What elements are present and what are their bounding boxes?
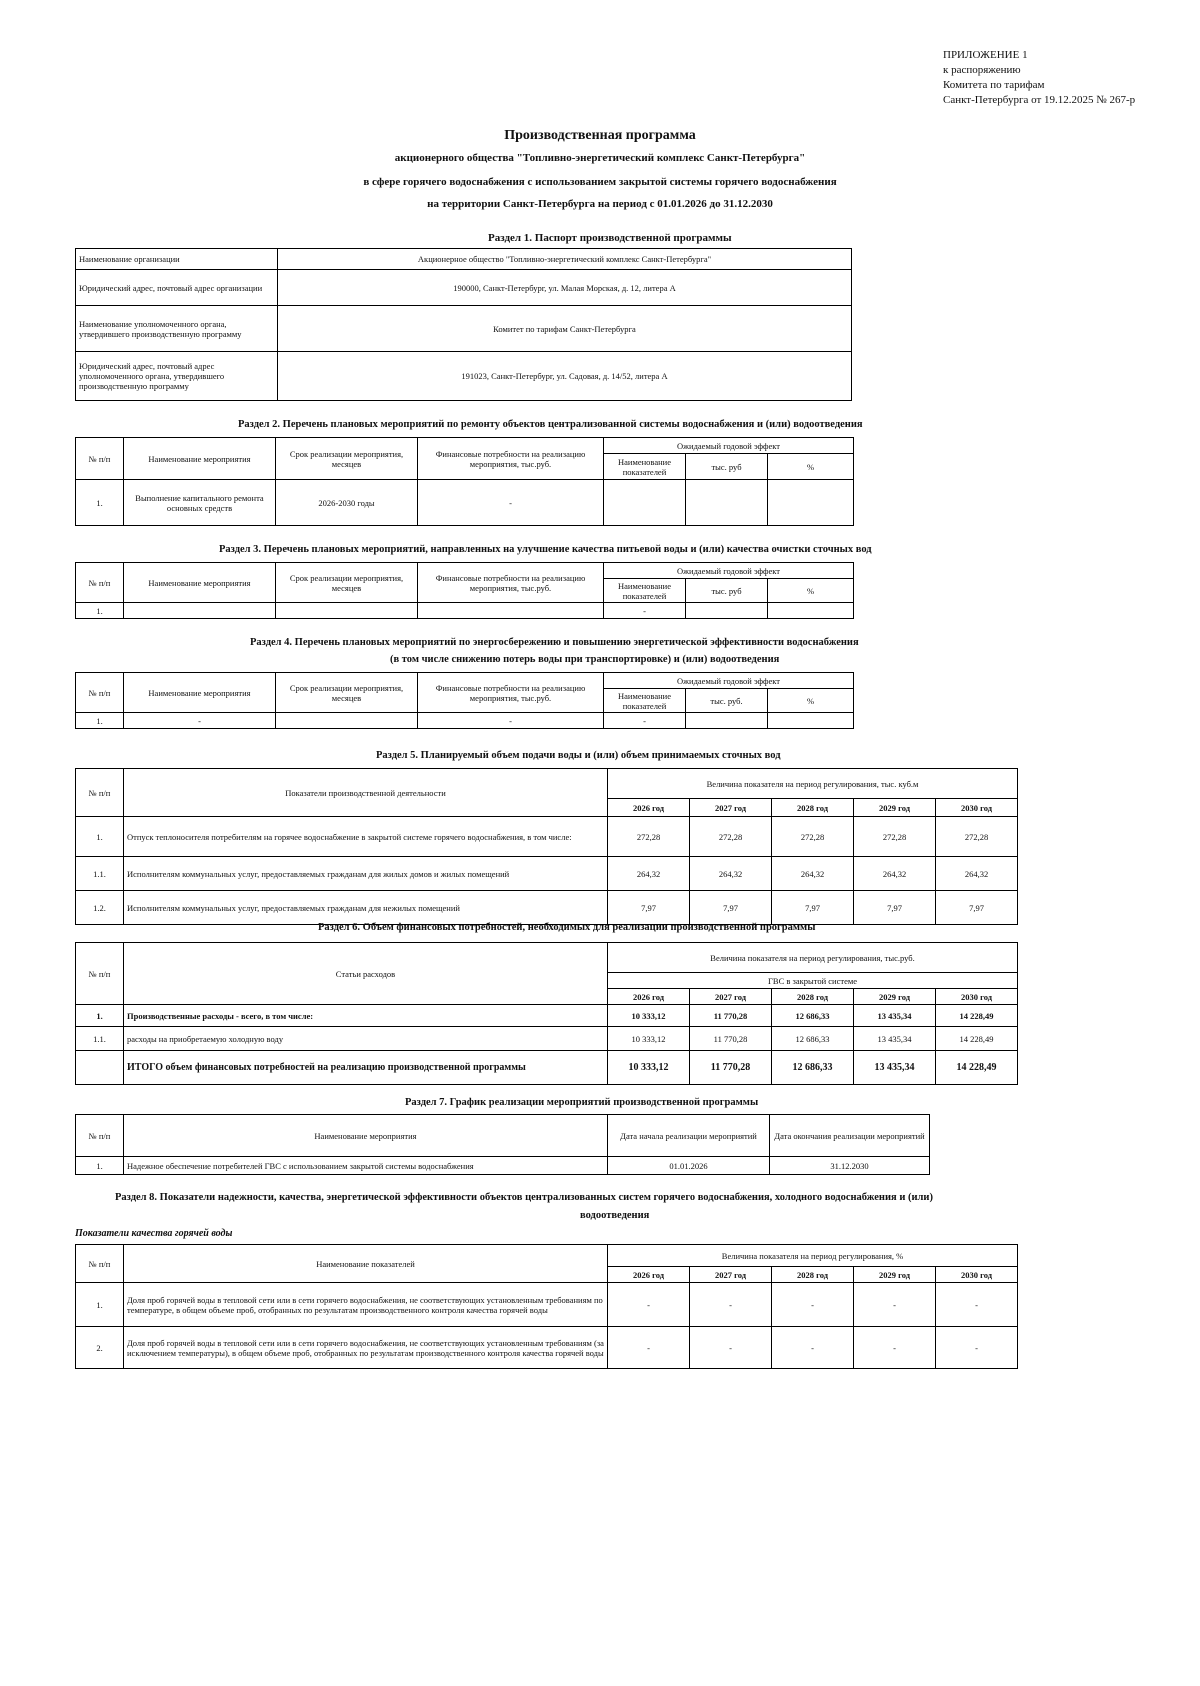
cell-name: Доля проб горячей воды в тепловой сети или в сети горячего водоснабжения, не соответствующих установленным требованиям по температуре, в общем объеме проб, отобранных по результатам производственного контроля качества горячей воды <box>124 1283 608 1327</box>
header-effect: Ожидаемый годовой эффект <box>604 673 854 689</box>
annex-line-4: Санкт-Петербурга от 19.12.2025 № 267-р <box>943 94 1136 106</box>
cell-value: - <box>936 1327 1018 1369</box>
cell-finance: - <box>418 480 604 526</box>
header-value: Величина показателя на период регулирования, тыс.руб. <box>608 943 1018 973</box>
table-row <box>76 713 854 729</box>
period-line: на территории Санкт-Петербурга на период с 01.01.2026 до 31.12.2030 <box>427 198 773 210</box>
header-term: Срок реализации мероприятия, месяцев <box>276 673 418 713</box>
cell-start: 01.01.2026 <box>608 1157 770 1175</box>
header-year: 2029 год <box>854 989 936 1005</box>
cell-empty <box>686 480 768 526</box>
table-row <box>76 249 852 270</box>
table-row <box>76 673 854 689</box>
cell-num: 1. <box>76 1005 124 1027</box>
table-row <box>76 817 1018 857</box>
cell-num: 1. <box>76 1157 124 1175</box>
table-row <box>76 1157 930 1175</box>
cell-empty <box>768 603 854 619</box>
cell-value: 12 686,33 <box>772 1005 854 1027</box>
cell-term: 2026-2030 годы <box>276 480 418 526</box>
table-row <box>76 1245 1018 1267</box>
annex-line-3: Комитета по тарифам <box>943 79 1045 91</box>
cell-value: 272,28 <box>608 817 690 857</box>
section-2-title: Раздел 2. Перечень плановых мероприятий по ремонту объектов централизованной системы водоснабжения и (или) водоотведения <box>238 419 863 430</box>
table-row <box>76 1115 930 1157</box>
header-num: № п/п <box>76 673 124 713</box>
total-value: 10 333,12 <box>608 1051 690 1085</box>
cell-name: Исполнителям коммунальных услуг, предоставляемых гражданам для нежилых помещений <box>124 891 608 925</box>
table-row <box>76 1027 1018 1051</box>
passport-value: 191023, Санкт-Петербург, ул. Садовая, д. 14/52, литера А <box>278 352 852 401</box>
cell-name: - <box>124 713 276 729</box>
header-num: № п/п <box>76 769 124 817</box>
table-row <box>76 352 852 401</box>
cell-name: Исполнителям коммунальных услуг, предоставляемых гражданам для жилых домов и жилых помещений <box>124 857 608 891</box>
header-rub: тыс. руб <box>686 454 768 480</box>
cell-end: 31.12.2030 <box>770 1157 930 1175</box>
table-row <box>76 603 854 619</box>
cell-empty <box>768 480 854 526</box>
header-system: ГВС в закрытой системе <box>608 973 1018 989</box>
header-year: 2029 год <box>854 1267 936 1283</box>
section-8-title-line-1: Раздел 8. Показатели надежности, качества, энергетической эффективности объектов централизованных систем горячего водоснабжения, холодного водоснабжения и (или) <box>115 1192 933 1203</box>
header-start: Дата начала реализации мероприятий <box>608 1115 770 1157</box>
cell-empty <box>124 603 276 619</box>
organization-line: акционерного общества "Топливно-энергетический комплекс Санкт-Петербурга" <box>394 152 806 164</box>
cell-value: 264,32 <box>690 857 772 891</box>
cell-value: 11 770,28 <box>690 1005 772 1027</box>
table-row <box>76 270 852 306</box>
header-term: Срок реализации мероприятия, месяцев <box>276 563 418 603</box>
header-year: 2028 год <box>772 989 854 1005</box>
cell-empty <box>686 713 768 729</box>
header-name: Наименование показателей <box>124 1245 608 1283</box>
section-5-table <box>75 768 1018 925</box>
table-row <box>76 1283 1018 1327</box>
section-4-title-line-1: Раздел 4. Перечень плановых мероприятий по энергосбережению и повышению энергетической эффективности водоснабжения <box>250 637 859 648</box>
section-4-table <box>75 672 854 729</box>
cell-name: Производственные расходы - всего, в том числе: <box>124 1005 608 1027</box>
header-year: 2026 год <box>608 799 690 817</box>
header-pct: % <box>768 454 854 480</box>
table-row <box>76 438 854 454</box>
cell-num: 1. <box>76 713 124 729</box>
table-row <box>76 857 1018 891</box>
cell-value: 10 333,12 <box>608 1027 690 1051</box>
header-year: 2027 год <box>690 989 772 1005</box>
header-year: 2028 год <box>772 799 854 817</box>
cell-indicators: - <box>604 713 686 729</box>
header-year: 2029 год <box>854 799 936 817</box>
cell-num: 1.1. <box>76 1027 124 1051</box>
header-year: 2026 год <box>608 1267 690 1283</box>
passport-label: Юридический адрес, почтовый адрес организации <box>76 270 278 306</box>
cell-num: 1. <box>76 480 124 526</box>
annex-block <box>943 48 1135 108</box>
table-row <box>76 891 1018 925</box>
table-row <box>76 1051 1018 1085</box>
cell-value: 11 770,28 <box>690 1027 772 1051</box>
header-year: 2026 год <box>608 989 690 1005</box>
header-finance: Финансовые потребности на реализацию мероприятия, тыс.руб. <box>418 673 604 713</box>
header-effect: Ожидаемый годовой эффект <box>604 563 854 579</box>
cell-value: 272,28 <box>690 817 772 857</box>
cell-value: 264,32 <box>608 857 690 891</box>
cell-value: - <box>690 1283 772 1327</box>
header-end: Дата окончания реализации мероприятий <box>770 1115 930 1157</box>
total-value: 13 435,34 <box>854 1051 936 1085</box>
section-1-table <box>75 248 852 401</box>
cell-value: 7,97 <box>854 891 936 925</box>
table-row <box>76 480 854 526</box>
cell-value: - <box>690 1327 772 1369</box>
cell-empty <box>418 603 604 619</box>
header-value: Величина показателя на период регулирования, тыс. куб.м <box>608 769 1018 799</box>
header-name: Статьи расходов <box>124 943 608 1005</box>
header-year: 2027 год <box>690 799 772 817</box>
cell-value: 264,32 <box>936 857 1018 891</box>
cell-value: - <box>772 1283 854 1327</box>
cell-empty <box>686 603 768 619</box>
cell-name: Надежное обеспечение потребителей ГВС с использованием закрытой системы водоснабжения <box>124 1157 608 1175</box>
header-indicators: Наименование показателей <box>604 689 686 713</box>
cell-value: 7,97 <box>690 891 772 925</box>
cell-value: - <box>936 1283 1018 1327</box>
section-8-subtitle: Показатели качества горячей воды <box>75 1228 233 1239</box>
table-row <box>76 1327 1018 1369</box>
section-1-title: Раздел 1. Паспорт производственной программы <box>488 232 732 244</box>
cell-num: 1. <box>76 1283 124 1327</box>
cell-num <box>76 1051 124 1085</box>
header-num: № п/п <box>76 943 124 1005</box>
section-8-title-line-2: водоотведения <box>580 1210 650 1221</box>
passport-label: Наименование организации <box>76 249 278 270</box>
table-row <box>76 563 854 579</box>
section-3-title: Раздел 3. Перечень плановых мероприятий, направленных на улучшение качества питьевой воды и (или) качества очистки сточных вод <box>219 544 872 555</box>
table-row <box>76 769 1018 799</box>
header-effect: Ожидаемый годовой эффект <box>604 438 854 454</box>
header-finance: Финансовые потребности на реализацию мероприятия, тыс.руб. <box>418 563 604 603</box>
cell-value: 272,28 <box>936 817 1018 857</box>
cell-empty <box>276 713 418 729</box>
cell-num: 1. <box>76 603 124 619</box>
cell-num: 2. <box>76 1327 124 1369</box>
document-title: Производственная программа <box>504 128 696 143</box>
total-value: 14 228,49 <box>936 1051 1018 1085</box>
total-value: 11 770,28 <box>690 1051 772 1085</box>
cell-value: 10 333,12 <box>608 1005 690 1027</box>
cell-value: 12 686,33 <box>772 1027 854 1051</box>
annex-line-1: ПРИЛОЖЕНИЕ 1 <box>943 49 1028 61</box>
cell-value: - <box>772 1327 854 1369</box>
cell-num: 1. <box>76 817 124 857</box>
passport-value: Акционерное общество "Топливно-энергетический комплекс Санкт-Петербурга" <box>278 249 852 270</box>
cell-value: - <box>854 1283 936 1327</box>
cell-value: 13 435,34 <box>854 1005 936 1027</box>
cell-name: расходы на приобретаемую холодную воду <box>124 1027 608 1051</box>
table-row <box>76 1005 1018 1027</box>
section-8-table <box>75 1244 1018 1369</box>
passport-label: Юридический адрес, почтовый адрес уполномоченного органа, утвердившего производственную программу <box>76 352 278 401</box>
cell-name: Доля проб горячей воды в тепловой сети или в сети горячего водоснабжения, не соответствующих установленным требованиям (за исключением температуры), в общем объеме проб, отобранных по результатам производственного контроля качества горячей воды <box>124 1327 608 1369</box>
cell-name: Выполнение капитального ремонта основных средств <box>124 480 276 526</box>
header-year: 2027 год <box>690 1267 772 1283</box>
cell-empty <box>604 480 686 526</box>
cell-value: - <box>854 1327 936 1369</box>
section-2-table <box>75 437 854 526</box>
cell-num: 1.1. <box>76 857 124 891</box>
header-indicators: Наименование показателей <box>604 579 686 603</box>
header-indicators: Наименование показателей <box>604 454 686 480</box>
header-name: Наименование мероприятия <box>124 1115 608 1157</box>
header-num: № п/п <box>76 438 124 480</box>
header-name: Наименование мероприятия <box>124 673 276 713</box>
header-rub: тыс. руб <box>686 579 768 603</box>
table-row <box>76 943 1018 973</box>
header-num: № п/п <box>76 563 124 603</box>
cell-name: Отпуск теплоносителя потребителям на горячее водоснабжение в закрытой системе горячего водоснабжения, в том числе: <box>124 817 608 857</box>
header-num: № п/п <box>76 1245 124 1283</box>
cell-value: 7,97 <box>772 891 854 925</box>
header-pct: % <box>768 689 854 713</box>
cell-value: 13 435,34 <box>854 1027 936 1051</box>
total-name: ИТОГО объем финансовых потребностей на реализацию производственной программы <box>124 1051 608 1085</box>
header-year: 2030 год <box>936 989 1018 1005</box>
passport-label: Наименование уполномоченного органа, утвердившего производственную программу <box>76 306 278 352</box>
section-4-title-line-2: (в том числе снижению потерь воды при транспортировке) и (или) водоотведения <box>390 654 780 665</box>
cell-value: 264,32 <box>854 857 936 891</box>
cell-value: 7,97 <box>608 891 690 925</box>
header-pct: % <box>768 579 854 603</box>
header-name: Наименование мероприятия <box>124 563 276 603</box>
header-value: Величина показателя на период регулирования, % <box>608 1245 1018 1267</box>
cell-value: - <box>608 1283 690 1327</box>
header-year: 2030 год <box>936 799 1018 817</box>
cell-value: 264,32 <box>772 857 854 891</box>
header-num: № п/п <box>76 1115 124 1157</box>
cell-value: 14 228,49 <box>936 1027 1018 1051</box>
cell-num: 1.2. <box>76 891 124 925</box>
cell-value: 272,28 <box>854 817 936 857</box>
section-7-title: Раздел 7. График реализации мероприятий производственной программы <box>405 1097 759 1108</box>
section-3-table <box>75 562 854 619</box>
header-name: Наименование мероприятия <box>124 438 276 480</box>
annex-line-2: к распоряжению <box>943 64 1021 76</box>
cell-value: 14 228,49 <box>936 1005 1018 1027</box>
section-5-title: Раздел 5. Планируемый объем подачи воды и (или) объем принимаемых сточных вод <box>376 750 781 761</box>
cell-value: 272,28 <box>772 817 854 857</box>
cell-value: - <box>608 1327 690 1369</box>
passport-value: Комитет по тарифам Санкт-Петербурга <box>278 306 852 352</box>
cell-finance: - <box>418 713 604 729</box>
header-term: Срок реализации мероприятия, месяцев <box>276 438 418 480</box>
header-rub: тыс. руб. <box>686 689 768 713</box>
header-year: 2030 год <box>936 1267 1018 1283</box>
cell-empty <box>768 713 854 729</box>
sphere-line: в сфере горячего водоснабжения с использованием закрытой системы горячего водоснабжения <box>363 176 837 188</box>
total-value: 12 686,33 <box>772 1051 854 1085</box>
section-7-table <box>75 1114 930 1175</box>
section-6-title: Раздел 6. Объем финансовых потребностей, необходимых для реализации производственной программы <box>318 922 816 933</box>
cell-indicators: - <box>604 603 686 619</box>
table-row <box>76 306 852 352</box>
header-finance: Финансовые потребности на реализацию мероприятия, тыс.руб. <box>418 438 604 480</box>
passport-value: 190000, Санкт-Петербург, ул. Малая Морская, д. 12, литера А <box>278 270 852 306</box>
header-year: 2028 год <box>772 1267 854 1283</box>
header-name: Показатели производственной деятельности <box>124 769 608 817</box>
cell-empty <box>276 603 418 619</box>
section-6-table <box>75 942 1018 1085</box>
cell-value: 7,97 <box>936 891 1018 925</box>
